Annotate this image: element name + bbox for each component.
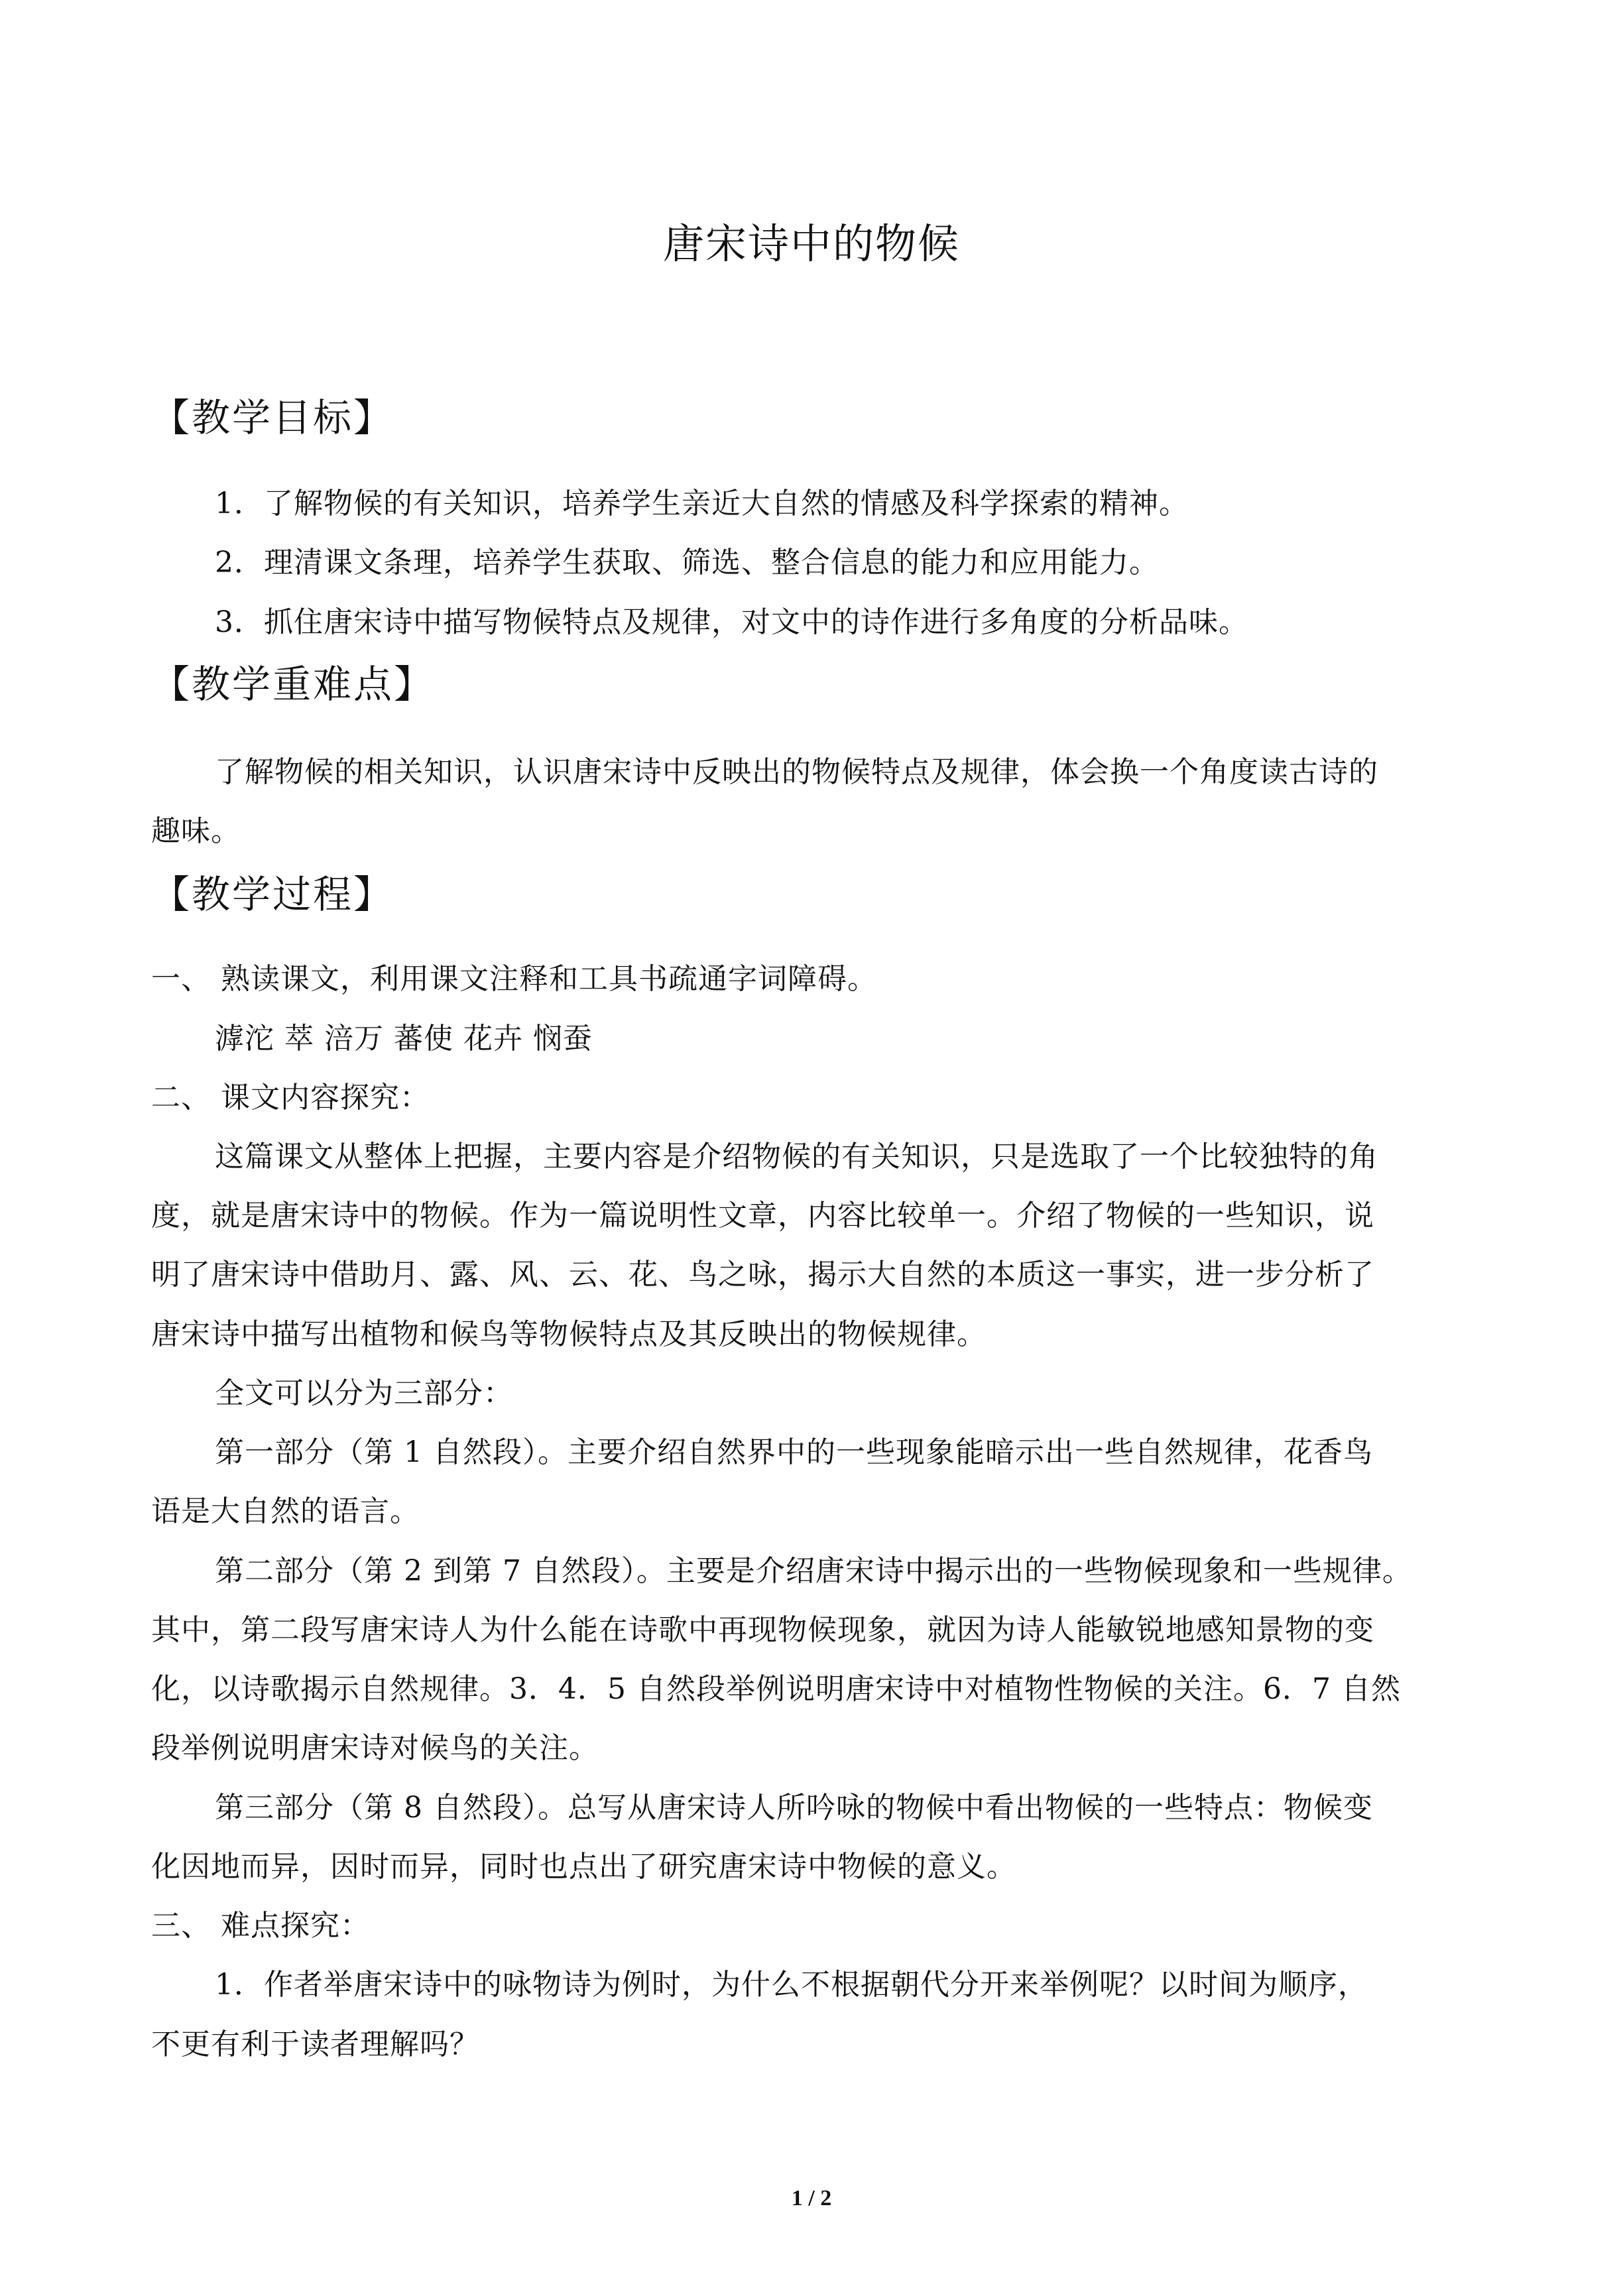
part-2-line: 第二部分（第 2 到第 7 自然段）。主要是介绍唐宋诗中揭示出的一些物候现象和一些规律。 <box>215 1554 1412 1588</box>
question-1-line: 1．作者举唐宋诗中的咏物诗为例时，为什么不根据朝代分开来举例呢？以时间为顺序， <box>215 1968 1368 2002</box>
objective-item-2: 2．理清课文条理，培养学生获取、筛选、整合信息的能力和应用能力。 <box>215 546 1159 579</box>
content-paragraph-line: 这篇课文从整体上把握，主要内容是介绍物候的有关知识，只是选取了一个比较独特的角 <box>215 1140 1378 1174</box>
document-title: 唐宋诗中的物候 <box>662 219 960 268</box>
division-intro: 全文可以分为三部分： <box>215 1376 513 1410</box>
step-1-label: 一、 熟读课文，利用课文注释和工具书疏通字词障碍。 <box>151 962 877 996</box>
objective-item-3: 3．抓住唐宋诗中描写物候特点及规律，对文中的诗作进行多角度的分析品味。 <box>215 605 1248 639</box>
process-heading: 【教学过程】 <box>151 872 394 917</box>
part-2-line: 段举例说明唐宋诗对候鸟的关注。 <box>151 1731 599 1765</box>
part-3-line: 第三部分（第 8 自然段）。总写从唐宋诗人所吟咏的物候中看出物候的一些特点：物候变 <box>215 1791 1373 1825</box>
part-2-line: 其中，第二段写唐宋诗人为什么能在诗歌中再现物候现象，就因为诗人能敏锐地感知景物的变 <box>151 1613 1374 1647</box>
part-1-line: 语是大自然的语言。 <box>151 1494 420 1528</box>
key-points-heading: 【教学重难点】 <box>151 662 435 707</box>
page-number: 1 / 2 <box>791 2186 832 2210</box>
objective-item-1: 1．了解物候的有关知识，培养学生亲近大自然的情感及科学探索的精神。 <box>215 487 1189 520</box>
content-paragraph-line: 明了唐宋诗中借助月、露、风、云、花、鸟之咏，揭示大自然的本质这一事实，进一步分析了 <box>151 1258 1374 1292</box>
key-points-line-2: 趣味。 <box>151 814 241 848</box>
part-2-line: 化，以诗歌揭示自然规律。3．4．5 自然段举例说明唐宋诗中对植物性物候的关注。6．7 自然 <box>151 1672 1401 1706</box>
content-paragraph-line: 度，就是唐宋诗中的物候。作为一篇说明性文章，内容比较单一。介绍了物候的一些知识，说 <box>151 1199 1374 1233</box>
content-paragraph-line: 唐宋诗中描写出植物和候鸟等物候特点及其反映出的物候规律。 <box>151 1317 987 1351</box>
objectives-heading: 【教学目标】 <box>151 395 394 440</box>
step-3-label: 三、 难点探究： <box>151 1909 370 1943</box>
part-1-line: 第一部分（第 1 自然段）。主要介绍自然界中的一些现象能暗示出一些自然规律，花香鸟 <box>215 1435 1373 1469</box>
vocabulary-words: 滹沱 萃 涪万 蕃使 花卉 悯蚕 <box>215 1022 593 1056</box>
question-1-line: 不更有利于读者理解吗？ <box>151 2027 479 2061</box>
step-2-label: 二、 课文内容探究： <box>151 1081 430 1115</box>
part-3-line: 化因地而异，因时而异，同时也点出了研究唐宋诗中物候的意义。 <box>151 1850 1016 1884</box>
key-points-line-1: 了解物候的相关知识，认识唐宋诗中反映出的物候特点及规律，体会换一个角度读古诗的 <box>215 755 1378 789</box>
